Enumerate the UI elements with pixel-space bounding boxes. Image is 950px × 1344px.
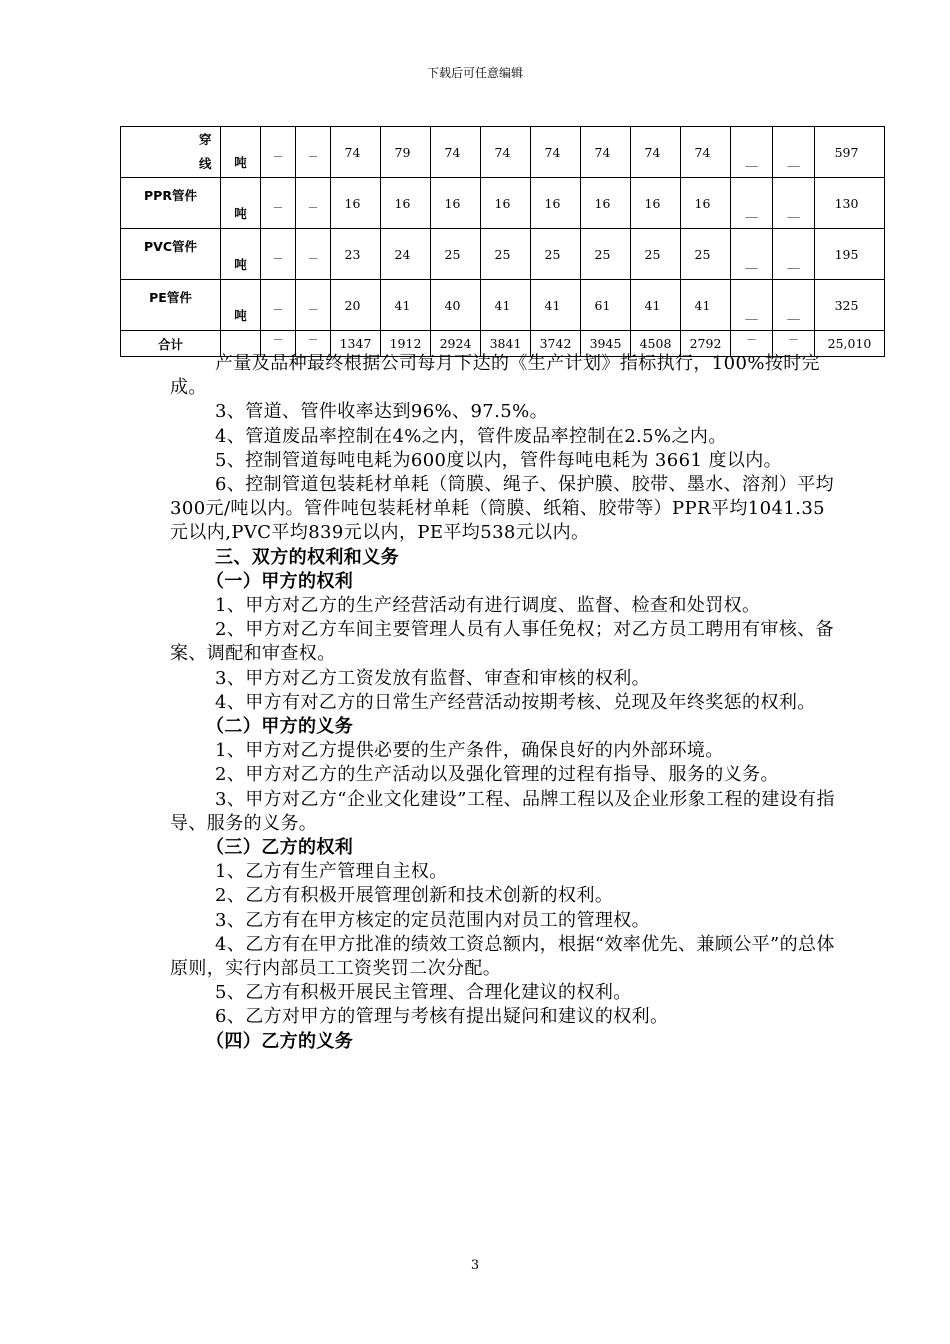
table-cell: －: [296, 229, 331, 280]
table-cell: －: [261, 280, 296, 331]
table-cell: 16: [431, 178, 481, 229]
table-cell: ＿: [773, 280, 815, 331]
paragraph: 5、乙方有积极开展民主管理、合理化建议的权利。: [215, 982, 632, 1004]
production-table: [120, 126, 885, 357]
table-cell: 16: [331, 178, 381, 229]
table-cell: 25: [531, 229, 581, 280]
table-cell: －: [261, 127, 296, 178]
table-cell: 3945: [581, 331, 631, 357]
table-cell: 74: [581, 127, 631, 178]
table-cell: 25: [431, 229, 481, 280]
table-cell: 41: [531, 280, 581, 331]
table-cell: 74: [431, 127, 481, 178]
row-label: PVC管件: [121, 229, 221, 280]
table-cell: 16: [531, 178, 581, 229]
paragraph: 3、甲方对乙方“企业文化建设”工程、品牌工程以及企业形象工程的建设有指导、服务的义务。: [170, 788, 835, 834]
table-cell: 16: [381, 178, 431, 229]
table-cell: ＿: [731, 229, 773, 280]
table-cell: 74: [531, 127, 581, 178]
table-cell: 24: [381, 229, 431, 280]
subsection-heading: （二）甲方的义务: [206, 716, 354, 738]
table-row: [121, 127, 885, 178]
table-cell: 41: [631, 280, 681, 331]
paragraph: 4、管道废品率控制在4%之内，管件废品率控制在2.5%之内。: [215, 425, 727, 447]
table-cell: －: [731, 331, 773, 357]
row-label-blank: [121, 127, 191, 178]
table-cell: ＿: [773, 229, 815, 280]
table-cell: 74: [631, 127, 681, 178]
table-cell: 25: [631, 229, 681, 280]
unit-cell: 吨: [221, 229, 261, 280]
table-cell: 4508: [631, 331, 681, 357]
table-cell: 3742: [531, 331, 581, 357]
table-cell: 41: [381, 280, 431, 331]
paragraph: 4、乙方有在甲方批准的绩效工资总额内，根据“效率优先、兼顾公平”的总体原则，实行内部员工工资奖罚二次分配。: [170, 933, 835, 980]
total-label: 合计: [121, 331, 221, 357]
paragraph: 6、乙方对甲方的管理与考核有提出疑问和建议的权利。: [215, 1006, 669, 1028]
table-cell: 2924: [431, 331, 481, 357]
table-cell: －: [261, 331, 296, 357]
table-cell: －: [296, 331, 331, 357]
table-cell: ＿: [731, 127, 773, 178]
row-total: 130: [815, 178, 885, 229]
table-cell: 16: [481, 178, 531, 229]
unit-cell: 吨: [221, 280, 261, 331]
table-cell: 61: [581, 280, 631, 331]
paragraph: 3、管道、管件收率达到96%、97.5%。: [215, 401, 549, 423]
table-cell: 25: [681, 229, 731, 280]
table-row: [121, 229, 885, 280]
table-cell: －: [261, 178, 296, 229]
table-cell: －: [296, 127, 331, 178]
paragraph: 5、控制管道每吨电耗为600度以内，管件每吨电耗为 3661 度以内。: [215, 449, 783, 471]
table-cell: 20: [331, 280, 381, 331]
paragraph: 3、甲方对乙方工资发放有监督、审查和审核的权利。: [215, 667, 651, 689]
row-total: 597: [815, 127, 885, 178]
table-row: [121, 178, 885, 229]
table-cell: 16: [581, 178, 631, 229]
table-cell: 3841: [481, 331, 531, 357]
table-cell: 16: [681, 178, 731, 229]
table-cell: －: [261, 229, 296, 280]
paragraph: 1、甲方对乙方提供必要的生产条件，确保良好的内外部环境。: [215, 740, 724, 762]
paragraph: 6、控制管道包装耗材单耗（筒膜、绳子、保护膜、胶带、墨水、溶剂）平均300元/吨以内。管件吨包装耗材单耗（筒膜、纸箱、胶带等）PPR平均1041.35元以内,PVC平均839元以内，PE平均538元以内。: [170, 474, 835, 544]
table-cell: ＿: [773, 127, 815, 178]
table-cell: ＿: [731, 178, 773, 229]
table-cell: ＿: [773, 178, 815, 229]
paragraph: 2、甲方对乙方的生产活动以及强化管理的过程有指导、服务的义务。: [215, 764, 779, 786]
table-cell: 25: [481, 229, 531, 280]
table-cell: －: [773, 331, 815, 357]
row-total: 195: [815, 229, 885, 280]
table-cell: 40: [431, 280, 481, 331]
table-cell: 79: [381, 127, 431, 178]
unit-cell: 吨: [221, 178, 261, 229]
page-header: 下载后可任意编辑: [426, 66, 523, 80]
table-row: [121, 280, 885, 331]
table-cell: 1912: [381, 331, 431, 357]
paragraph: 2、甲方对乙方车间主要管理人员有人事任免权；对乙方员工聘用有审核、备案、调配和审查权。: [170, 619, 835, 665]
table-cell: 74: [681, 127, 731, 178]
paragraph: 1、乙方有生产管理自主权。: [215, 861, 448, 883]
table-cell: 23: [331, 229, 381, 280]
subsection-heading: （四）乙方的义务: [206, 1030, 354, 1052]
table-cell: 1347: [331, 331, 381, 357]
row-label-char: 穿: [198, 132, 212, 147]
paragraph: 产量及品种最终根据公司每月下达的《生产计划》指标执行，100%按时完成。: [170, 353, 821, 399]
table-cell: ＿: [731, 280, 773, 331]
page-number: 3: [470, 1258, 480, 1273]
row-total: 325: [815, 280, 885, 331]
table-cell: 41: [681, 280, 731, 331]
section-heading: 三、双方的权利和义务: [215, 546, 399, 568]
document-body: [170, 352, 838, 1054]
table-cell: 74: [331, 127, 381, 178]
row-label-char: 线: [198, 156, 212, 171]
paragraph: 1、甲方对乙方的生产经营活动有进行调度、监督、检查和处罚权。: [215, 595, 761, 617]
paragraph: 3、乙方有在甲方核定的定员范围内对员工的管理权。: [215, 909, 651, 931]
table-cell: －: [296, 280, 331, 331]
paragraph: 2、乙方有积极开展管理创新和技术创新的权利。: [215, 885, 614, 907]
table-cell: 74: [481, 127, 531, 178]
row-label: [191, 127, 221, 178]
grand-total: 25,010: [815, 331, 885, 357]
table-cell: 41: [481, 280, 531, 331]
table-cell: 2792: [681, 331, 731, 357]
subsection-heading: （三）乙方的权利: [206, 837, 354, 859]
row-label: PE管件: [121, 280, 221, 331]
unit-cell: 吨: [221, 127, 261, 178]
row-label: PPR管件: [121, 178, 221, 229]
table-cell: －: [296, 178, 331, 229]
paragraph: 4、甲方有对乙方的日常生产经营活动按期考核、兑现及年终奖惩的权利。: [215, 691, 816, 713]
subsection-heading: （一）甲方的权利: [206, 570, 354, 592]
table-cell: 25: [581, 229, 631, 280]
table-cell: 16: [631, 178, 681, 229]
